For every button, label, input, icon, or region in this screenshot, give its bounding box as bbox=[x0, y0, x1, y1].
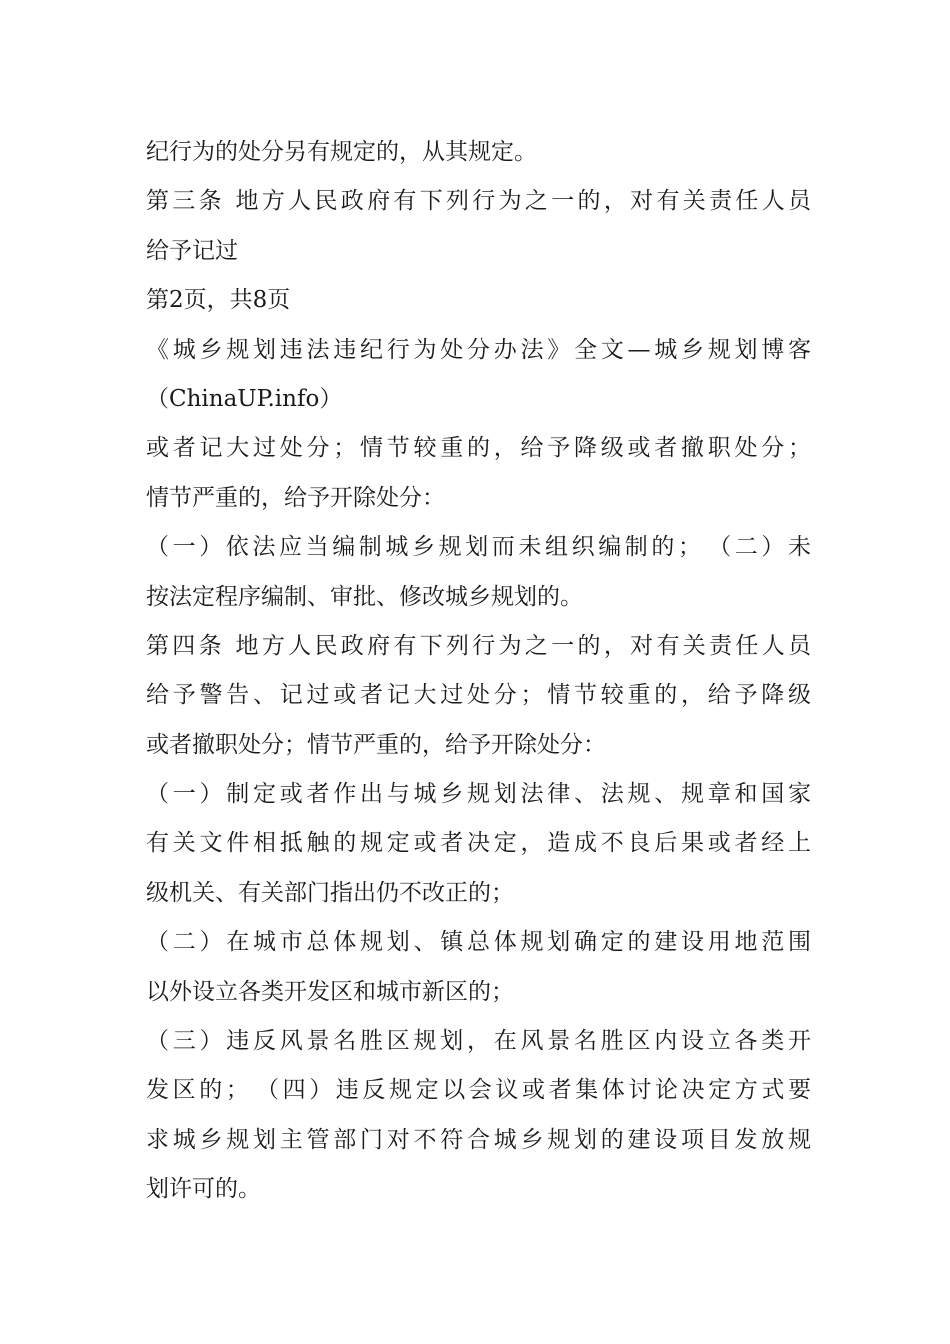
list-item-line: （一）依法应当编制城乡规划而未组织编制的； （二）未 bbox=[146, 534, 811, 561]
text-line: 给予警告、记过或者记大过处分；情节较重的，给予降级 bbox=[146, 682, 811, 709]
list-item-line: （二）在城市总体规划、镇总体规划确定的建设用地范围 bbox=[146, 929, 811, 956]
list-item-line: 按法定程序编制、审批、修改城乡规划的。 bbox=[146, 583, 583, 610]
list-item-line: （三）违反风景名胜区规划，在风景名胜区内设立各类开 bbox=[146, 1028, 811, 1055]
article-4-heading-line: 第四条 地方人民政府有下列行为之一的，对有关责任人员 bbox=[146, 632, 811, 659]
text-line: 给予记过 bbox=[146, 237, 238, 264]
page-number: 第2页，共8页 bbox=[146, 287, 291, 314]
list-item-line: 发区的； （四）违反规定以会议或者集体讨论决定方式要 bbox=[146, 1077, 811, 1104]
list-item-line: 级机关、有关部门指出仍不改正的； bbox=[146, 879, 514, 906]
document-title-line: 《城乡规划违法违纪行为处分办法》全文—城乡规划博客 bbox=[146, 336, 811, 363]
document-source: （ChinaUP.info） bbox=[146, 385, 343, 412]
document-body bbox=[146, 128, 811, 1215]
text-line: 或者撤职处分；情节严重的，给予开除处分： bbox=[146, 731, 606, 758]
text-line: 或者记大过处分；情节较重的，给予降级或者撤职处分； bbox=[146, 435, 811, 462]
list-item-line: 划许可的。 bbox=[146, 1176, 261, 1203]
list-item-line: 有关文件相抵触的规定或者决定，造成不良后果或者经上 bbox=[146, 830, 811, 857]
list-item-line: 求城乡规划主管部门对不符合城乡规划的建设项目发放规 bbox=[146, 1126, 811, 1153]
list-item-line: 以外设立各类开发区和城市新区的； bbox=[146, 978, 514, 1005]
article-3-heading-line: 第三条 地方人民政府有下列行为之一的，对有关责任人员 bbox=[146, 188, 811, 215]
list-item-line: （一）制定或者作出与城乡规划法律、法规、规章和国家 bbox=[146, 781, 811, 808]
text-line: 纪行为的处分另有规定的，从其规定。 bbox=[146, 139, 537, 165]
text-line: 情节严重的，给予开除处分： bbox=[146, 484, 445, 511]
